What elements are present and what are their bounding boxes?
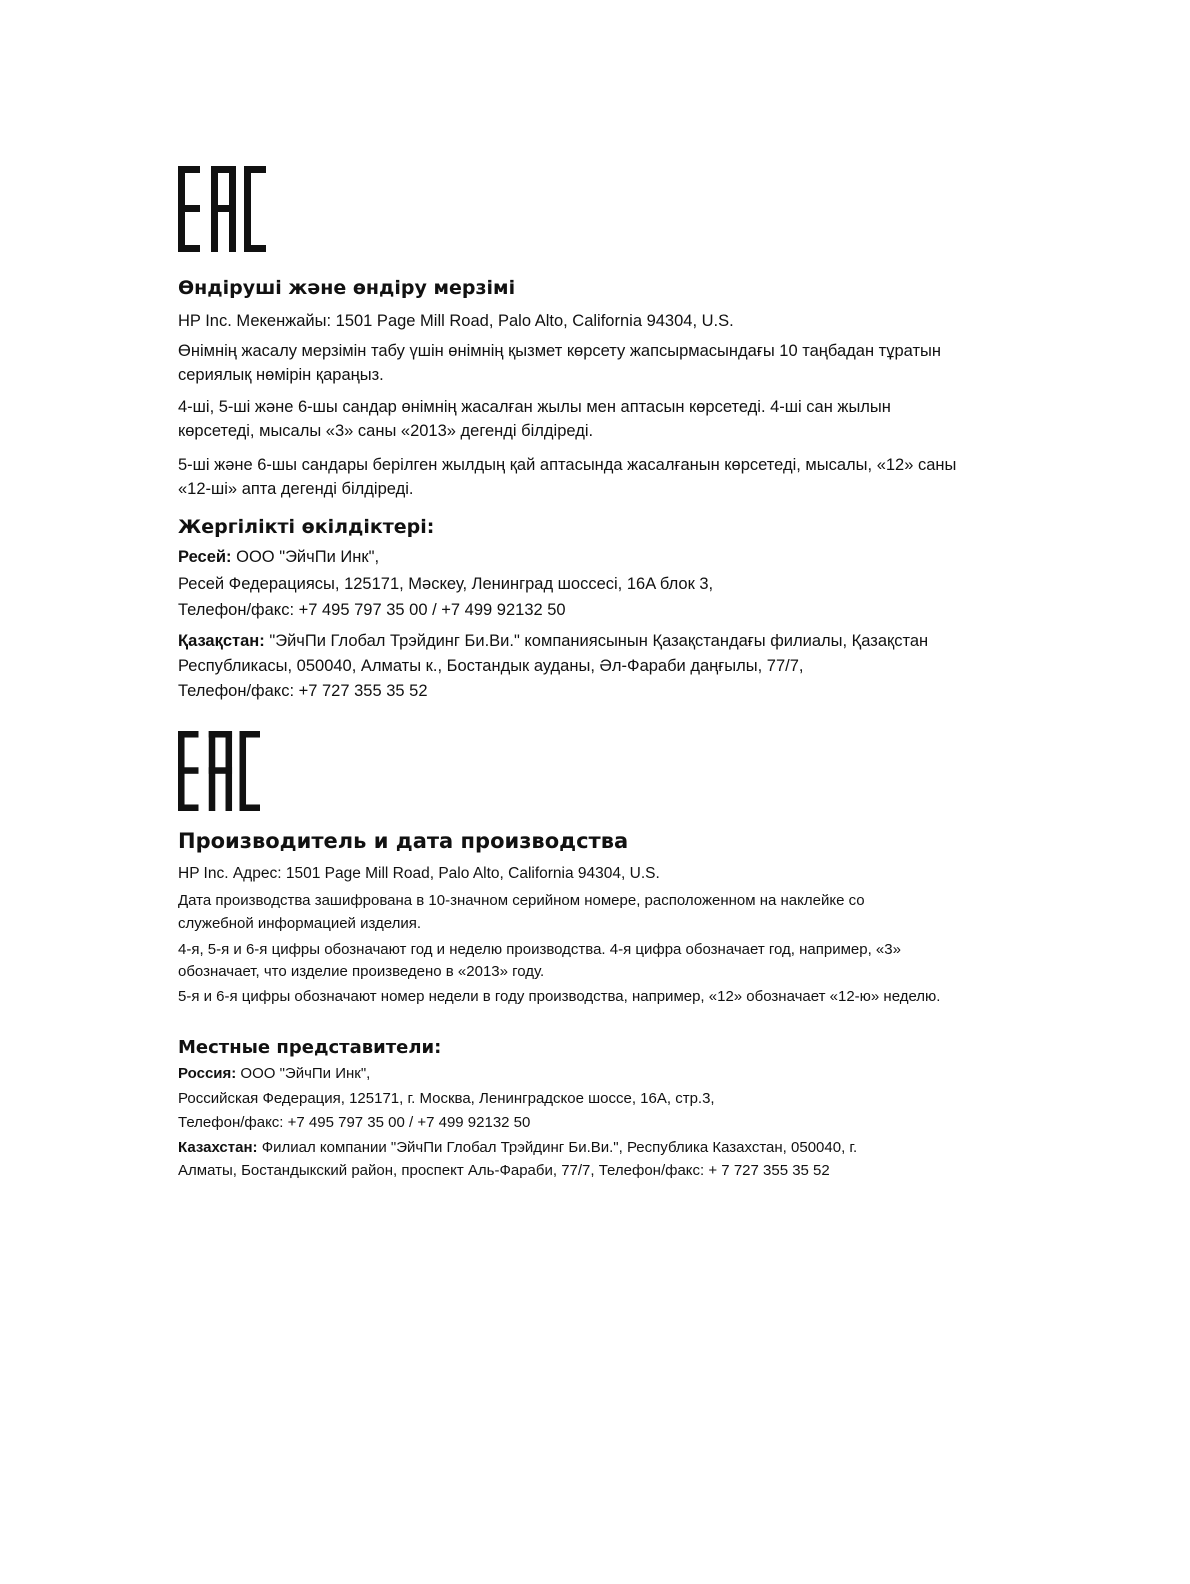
section-heading-ru: Производитель и дата производства xyxy=(178,829,629,853)
section-heading-kz: Өндіруші және өндіру мерзімі xyxy=(178,277,516,299)
local-reps-heading-ru: Местные представители: xyxy=(178,1037,442,1058)
country-label: Қазақстан: xyxy=(178,632,265,650)
paragraph-line: көрсетеді, мысалы «3» саны «2013» дегенді білдіреді. xyxy=(178,422,594,440)
manufacturer-address: HP Inc. Адрес: 1501 Page Mill Road, Palo Alto, California 94304, U.S. xyxy=(178,865,660,882)
eac-logo-icon xyxy=(178,731,260,811)
paragraph-line: 4-ші, 5-ші және 6-шы сандар өнімнің жасалған жылы мен аптасын көрсетеді. 4-ші сан жылын xyxy=(178,398,891,416)
russia-rep-line: Ресей: ООО "ЭйчПи Инк", xyxy=(178,548,380,566)
paragraph-line: «12-ші» апта дегенді білдіреді. xyxy=(178,480,414,498)
kazakhstan-rep-address: Алматы, Бостандыкский район, проспект Аль-Фараби, 77/7, Телефон/факс: + 7 727 355 35 52 xyxy=(178,1162,830,1179)
paragraph-line: обозначает, что изделие произведено в «2013» году. xyxy=(178,963,545,980)
local-reps-heading-kz: Жергілікті өкілдіктері: xyxy=(178,516,435,538)
kazakhstan-rep-phone: Телефон/факс: +7 727 355 35 52 xyxy=(178,682,428,700)
country-label: Казахстан: xyxy=(178,1139,258,1156)
paragraph-line: 4-я, 5-я и 6-я цифры обозначают год и неделю производства. 4-я цифра обозначает год, например, «3» xyxy=(178,941,901,958)
kazakhstan-rep-line: Қазақстан: "ЭйчПи Глобал Трэйдинг Би.Ви." компаниясынын Қазақстандағы филиалы, Қазақстан xyxy=(178,632,929,650)
paragraph-line: 5-я и 6-я цифры обозначают номер недели в году производства, например, «12» обозначает «12-ю» неделю. xyxy=(178,988,941,1005)
kazakhstan-rep-address: Республикасы, 050040, Алматы к., Бостандык ауданы, Әл-Фараби даңғылы, 77/7, xyxy=(178,657,804,675)
russia-rep-phone: Телефон/факс: +7 495 797 35 00 / +7 499 92132 50 xyxy=(178,601,566,619)
eac-logo-icon xyxy=(178,166,266,252)
russia-rep-line: Россия: ООО "ЭйчПи Инк", xyxy=(178,1065,371,1082)
paragraph-line: 5-ші және 6-шы сандары берілген жылдың қай аптасында жасалғанын көрсетеді, мысалы, «12» саны xyxy=(178,456,957,474)
paragraph-line: Өнімнің жасалу мерзімін табу үшін өнімнің қызмет көрсету жапсырмасындағы 10 таңбадан тұратын xyxy=(178,342,941,360)
kazakhstan-rep-line: Казахстан: Филиал компании "ЭйчПи Глобал Трэйдинг Би.Ви.", Республика Казахстан, 050040, г. xyxy=(178,1139,858,1156)
russia-rep-address: Российская Федерация, 125171, г. Москва, Ленинградское шоссе, 16A, стр.3, xyxy=(178,1090,715,1107)
paragraph-line: сериялық нөмірін қараңыз. xyxy=(178,366,384,384)
paragraph-line: служебной информацией изделия. xyxy=(178,915,422,932)
manufacturer-address: HP Inc. Мекенжайы: 1501 Page Mill Road, Palo Alto, California 94304, U.S. xyxy=(178,312,734,330)
russia-rep-phone: Телефон/факс: +7 495 797 35 00 / +7 499 92132 50 xyxy=(178,1114,531,1131)
country-label: Россия: xyxy=(178,1065,237,1082)
russia-rep-address: Ресей Федерациясы, 125171, Мәскеу, Ленинград шоссесі, 16A блок 3, xyxy=(178,575,714,593)
paragraph-line: Дата производства зашифрована в 10-значном серийном номере, расположенном на наклейке со xyxy=(178,892,865,909)
country-label: Ресей: xyxy=(178,548,232,566)
